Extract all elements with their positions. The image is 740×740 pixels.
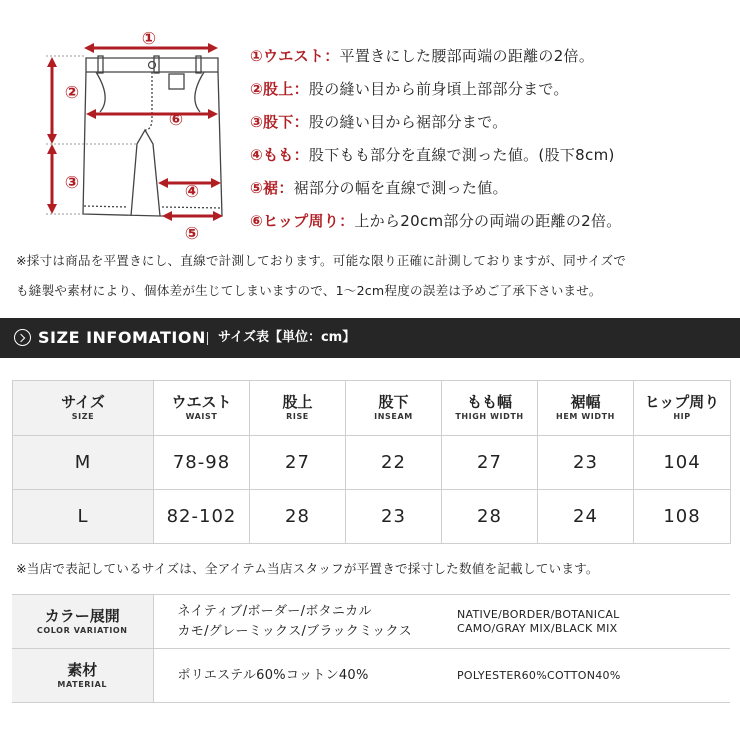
value-cell: 23: [346, 490, 442, 544]
arrow-head: [158, 178, 168, 188]
product-info-table: [12, 594, 730, 703]
header-cell: [13, 381, 154, 436]
header-jp: サイズ: [61, 393, 105, 411]
header-jp: 裾幅: [570, 393, 601, 411]
material-value-en: POLYESTER60%COTTON40%: [453, 649, 730, 703]
marker-hip: ⑥: [168, 110, 184, 130]
legend-text: 股下もも部分を直線で測った値。(股下8cm): [308, 146, 615, 164]
legend-key: ④もも: [250, 146, 294, 164]
front-pocket: [195, 72, 204, 112]
legend-text: 裾部分の幅を直線で測った値。: [293, 179, 508, 197]
color-label-jp: カラー展開: [44, 606, 120, 625]
marker-thigh: ④: [184, 182, 200, 202]
size-info-banner: [0, 318, 740, 358]
arrow-head: [84, 43, 94, 53]
legend-row: [250, 139, 730, 172]
header-cell: [538, 381, 634, 436]
legend-text: 股の縫い目から裾部分まで。: [308, 113, 508, 131]
material-label-jp: 素材: [67, 660, 98, 679]
banner-subtitle: サイズ表【単位：cm】: [218, 330, 356, 345]
value-cell: 104: [634, 436, 731, 490]
arrow-head: [211, 178, 221, 188]
table-row: [13, 490, 731, 544]
size-table: [12, 380, 731, 544]
color-en-line2: CAMO/GRAY MIX/BLACK MIX: [457, 621, 618, 635]
front-pocket: [96, 72, 105, 112]
legend-sep: ：: [293, 146, 309, 164]
arrow-head: [47, 144, 57, 154]
header-jp: 股上: [282, 393, 313, 411]
banner-title: SIZE INFOMATION: [38, 328, 206, 347]
color-en-line1: NATIVE/BORDER/BOTANICAL: [457, 607, 620, 621]
size-cell: L: [13, 490, 154, 544]
legend-key: ②股上: [250, 80, 294, 98]
header-cell: [634, 381, 731, 436]
value-cell: 23: [538, 436, 634, 490]
shorts-diagram: [36, 26, 240, 246]
table-row: [13, 436, 731, 490]
header-en: INSEAM: [374, 412, 413, 421]
marker-hem: ⑤: [184, 224, 200, 244]
marker-rise: ②: [64, 83, 80, 103]
info-row-material: [12, 649, 730, 703]
hem-line: [84, 206, 222, 208]
legend-key: ⑤裾: [250, 179, 279, 197]
chevron-right-circle-icon: [14, 329, 31, 346]
legend-text: 股の縫い目から前身頃上部部分まで。: [308, 80, 569, 98]
header-jp: もも幅: [466, 393, 512, 411]
value-cell: 28: [250, 490, 346, 544]
marker-inseam: ③: [64, 173, 80, 193]
legend-sep: ：: [324, 47, 340, 65]
header-en: HIP: [673, 412, 691, 421]
header-cell: [442, 381, 538, 436]
legend-sep: ：: [293, 80, 309, 98]
color-label-cell: [12, 595, 153, 649]
color-values-en: [453, 595, 730, 649]
header-cell: [346, 381, 442, 436]
arrow-head: [208, 43, 218, 53]
value-cell: 108: [634, 490, 731, 544]
measurement-note-line2: も縫製や素材により、個体差が生じてしまいますので、1〜2cm程度の誤差は予めご了承下さいませ。: [16, 283, 602, 298]
header-jp: 股下: [378, 393, 409, 411]
legend-key: ①ウエスト: [250, 47, 325, 65]
legend-sep: ：: [339, 212, 355, 230]
value-cell: 27: [442, 436, 538, 490]
arrow-head: [47, 57, 57, 67]
material-value-jp: ポリエステル60%コットン40%: [153, 649, 453, 703]
value-cell: 28: [442, 490, 538, 544]
legend-row: [250, 172, 730, 205]
size-table-header: [13, 381, 731, 436]
size-footnote: ※当店で表記しているサイズは、全アイテム当店スタッフが平置きで採寸した数値を記載しています。: [16, 561, 599, 576]
legend-row: [250, 205, 730, 238]
color-values-jp: [153, 595, 453, 649]
value-cell: 82-102: [154, 490, 250, 544]
legend-text: 平置きにした腰部両端の距離の2倍。: [339, 47, 595, 65]
arrow-head: [47, 134, 57, 144]
value-cell: 27: [250, 436, 346, 490]
header-en: WAIST: [185, 412, 218, 421]
color-label-en: COLOR VARIATION: [36, 625, 128, 635]
legend-row: [250, 73, 730, 106]
value-cell: 78-98: [154, 436, 250, 490]
header-en: SIZE: [71, 412, 95, 421]
measurement-legend: [250, 40, 730, 238]
value-cell: 22: [346, 436, 442, 490]
legend-sep: ：: [278, 179, 294, 197]
color-jp-line1: ネイティブ/ボーダー/ボタニカル: [177, 603, 372, 619]
header-cell: [154, 381, 250, 436]
header-cell: [250, 381, 346, 436]
color-jp-line2: カモ/グレーミックス/ブラックミックス: [177, 623, 412, 639]
value-cell: 24: [538, 490, 634, 544]
size-cell: M: [13, 436, 154, 490]
arrow-head: [86, 109, 96, 119]
header-en: HEM WIDTH: [556, 412, 615, 421]
material-label-en: MATERIAL: [57, 679, 108, 689]
measurement-note-line1: ※採寸は商品を平置きにし、直線で計測しております。可能な限り正確に計測しておりますが、同サイズで: [16, 253, 627, 268]
legend-key: ⑥ヒップ周り: [250, 212, 340, 230]
legend-key: ③股下: [250, 113, 294, 131]
arrow-head: [208, 109, 218, 119]
legend-row: [250, 106, 730, 139]
legend-sep: ：: [293, 113, 309, 131]
marker-waist: ①: [141, 29, 157, 49]
legend-row: [250, 40, 730, 73]
waistband: [86, 58, 218, 72]
header-jp: ウエスト: [171, 393, 232, 411]
info-row-color: [12, 595, 730, 649]
arrow-head: [162, 211, 172, 221]
legend-text: 上から20cm部分の両端の距離の2倍。: [354, 212, 622, 230]
header-jp: ヒップ周り: [644, 393, 720, 411]
header-en: RISE: [286, 412, 309, 421]
coin-pocket: [169, 74, 184, 89]
banner-divider: [207, 332, 208, 345]
arrow-head: [47, 204, 57, 214]
header-en: THIGH WIDTH: [455, 412, 524, 421]
material-label-cell: [12, 649, 153, 703]
fly-stitch: [145, 72, 152, 130]
